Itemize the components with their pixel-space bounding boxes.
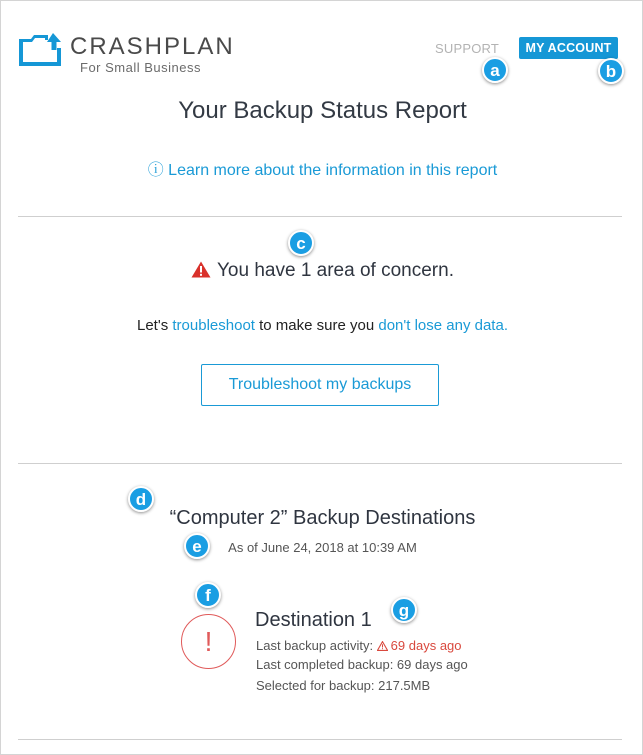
section-divider bbox=[18, 739, 622, 740]
support-link[interactable]: SUPPORT bbox=[435, 41, 500, 56]
destination-alert-icon: ! bbox=[181, 614, 236, 669]
callout-marker-a: a bbox=[482, 57, 508, 83]
callout-marker-b: b bbox=[598, 58, 624, 84]
logo-wordmark: CRASHPLAN bbox=[70, 33, 235, 60]
callout-marker-e: e bbox=[184, 533, 210, 559]
last-activity-value bbox=[377, 638, 462, 653]
my-account-button[interactable]: MY ACCOUNT bbox=[519, 37, 618, 59]
crashplan-logo[interactable] bbox=[18, 31, 235, 75]
callout-marker-g: g bbox=[391, 597, 417, 623]
troubleshoot-link[interactable]: troubleshoot bbox=[172, 317, 255, 334]
selected-for-backup: Selected for backup: 217.5MB bbox=[256, 678, 431, 693]
section-divider bbox=[18, 463, 622, 464]
small-warning-icon bbox=[377, 641, 388, 651]
troubleshoot-backups-button[interactable]: Troubleshoot my backups bbox=[201, 364, 439, 406]
logo-subtitle: For Small Business bbox=[80, 60, 201, 75]
page-title: Your Backup Status Report bbox=[178, 97, 467, 124]
destination-name: Destination 1 bbox=[255, 609, 372, 631]
callout-marker-c: c bbox=[288, 230, 314, 256]
advice-middle: to make sure you bbox=[254, 317, 379, 334]
last-backup-activity bbox=[256, 638, 462, 653]
dont-lose-data-link[interactable]: don't lose any data. bbox=[378, 317, 508, 334]
section-divider bbox=[18, 216, 622, 217]
advice-prefix: Let's bbox=[137, 317, 173, 334]
last-completed-backup: Last completed backup: 69 days ago bbox=[256, 657, 468, 672]
warning-triangle-icon bbox=[191, 261, 211, 278]
concern-message: You have 1 area of concern. bbox=[217, 260, 454, 281]
destinations-title: “Computer 2” Backup Destinations bbox=[169, 507, 476, 529]
callout-marker-f: f bbox=[195, 582, 221, 608]
concern-heading bbox=[1, 260, 643, 282]
last-activity-label: Last backup activity: bbox=[256, 638, 377, 653]
folder-arrow-icon bbox=[18, 31, 64, 67]
as-of-timestamp: As of June 24, 2018 at 10:39 AM bbox=[228, 540, 417, 555]
last-activity-days: 69 days ago bbox=[390, 638, 462, 653]
advice-text bbox=[1, 317, 643, 334]
callout-marker-d: d bbox=[128, 486, 154, 512]
learn-more-link[interactable]: ⓘ Learn more about the information in this report bbox=[147, 162, 498, 179]
